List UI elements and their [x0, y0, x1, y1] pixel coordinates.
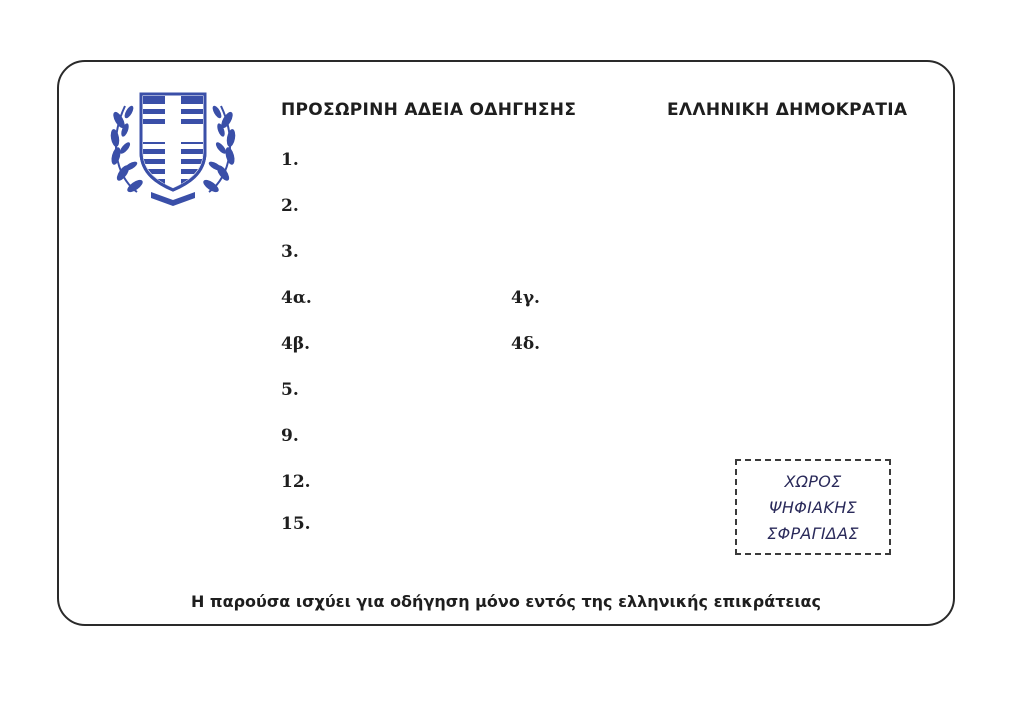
field-4c-label: 4γ. — [511, 288, 540, 308]
validity-notice: Η παρούσα ισχύει για οδήγηση μόνο εντός της ελληνικής επικράτειας — [190, 592, 822, 611]
stamp-line-1: ΧΩΡΟΣ — [784, 471, 842, 491]
field-4b-label: 4β. — [281, 334, 311, 354]
driving-license-card — [57, 60, 955, 626]
field-12-label: 12. — [281, 472, 311, 492]
field-4a-label: 4α. — [281, 288, 312, 308]
greek-coat-of-arms-icon — [107, 80, 239, 208]
field-2-label: 2. — [281, 196, 299, 216]
stamp-line-3: ΣΦΡΑΓΙΔΑΣ — [767, 523, 859, 543]
issuer-name: ΕΛΛΗΝΙΚΗ ΔΗΜΟΚΡΑΤΙΑ — [667, 100, 908, 120]
field-4d-label: 4δ. — [511, 334, 541, 354]
field-3-label: 3. — [281, 242, 299, 262]
field-9-label: 9. — [281, 426, 299, 446]
field-15-label: 15. — [281, 514, 311, 534]
digital-stamp-area — [735, 459, 891, 555]
field-1-label: 1. — [281, 150, 299, 170]
field-5-label: 5. — [281, 380, 299, 400]
stamp-line-2: ΨΗΦΙΑΚΗΣ — [769, 497, 857, 517]
license-title: ΠΡΟΣΩΡΙΝΗ ΑΔΕΙΑ ΟΔΗΓΗΣΗΣ — [281, 100, 577, 120]
